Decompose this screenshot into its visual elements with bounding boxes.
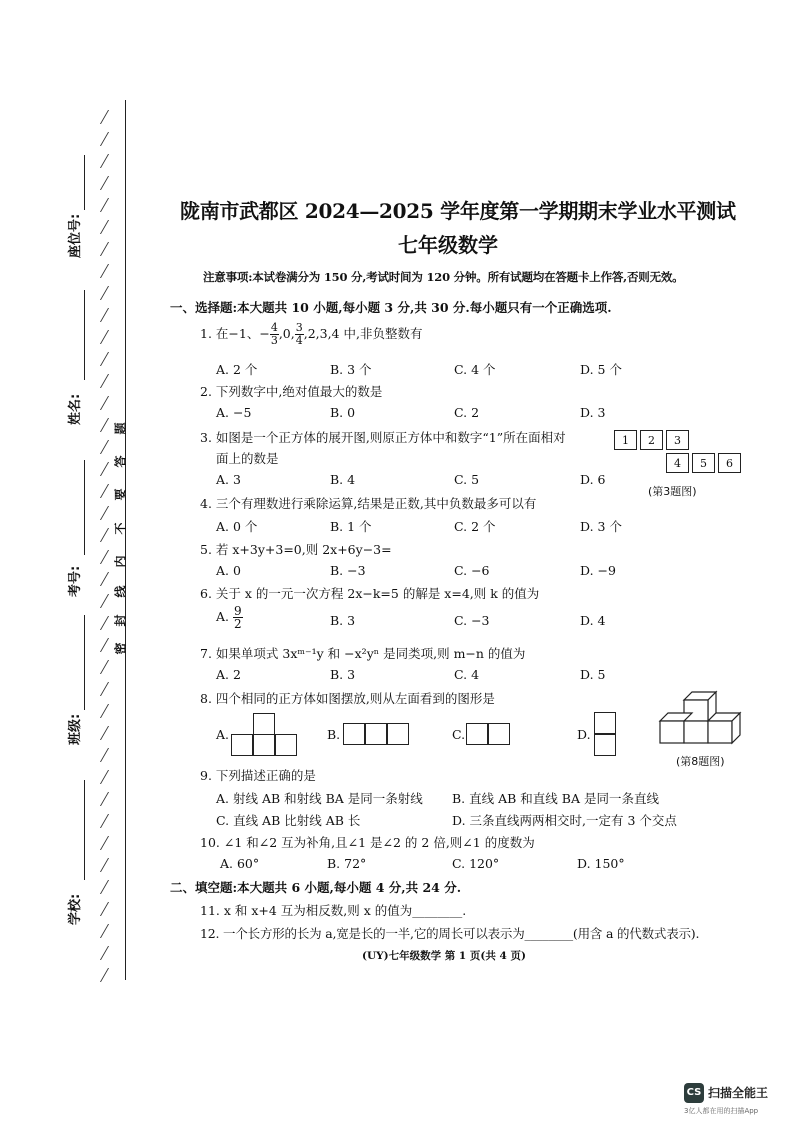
seal-char: 不 xyxy=(113,522,128,535)
q6-option-b: B. 3 xyxy=(330,613,356,628)
class-label: 班级: xyxy=(68,713,83,745)
q5-option-a: A. 0 xyxy=(216,563,241,578)
question-11: 11. x 和 x+4 互为相反数,则 x 的值为________. xyxy=(200,903,467,918)
hatch-mark xyxy=(100,572,123,586)
q9-option-b: B. 直线 AB 和直线 BA 是同一条直线 xyxy=(452,791,659,806)
q10-option-d: D. 150° xyxy=(577,856,625,871)
hatch-mark xyxy=(100,176,123,190)
page-footer: (UY)七年级数学 第 1 页(共 4 页) xyxy=(362,950,526,962)
seal-char: 题 xyxy=(113,422,128,435)
seal-char: 封 xyxy=(113,614,128,627)
net-cell: 6 xyxy=(718,453,741,473)
question-4: 4. 三个有理数进行乘除运算,结果是正数,其中负数最多可以有 xyxy=(200,496,537,511)
name-label: 姓名: xyxy=(68,393,83,425)
school-blank xyxy=(84,780,85,880)
seal-char: 要 xyxy=(113,488,128,501)
question-2: 2. 下列数字中,绝对值最大的数是 xyxy=(200,384,383,399)
hatch-mark xyxy=(100,792,123,806)
q3-figure-caption: (第3题图) xyxy=(648,485,697,498)
q2-option-c: C. 2 xyxy=(454,405,480,420)
hatch-mark xyxy=(100,748,123,762)
q1-option-b: B. 3 个 xyxy=(330,362,372,377)
seal-border-line xyxy=(125,100,126,980)
hatch-mark xyxy=(100,682,123,696)
q8-option-d: D. xyxy=(577,727,591,742)
q5-option-d: D. −9 xyxy=(580,563,616,578)
hatch-mark xyxy=(100,968,123,982)
camscanner-logo-icon: CS xyxy=(684,1083,704,1103)
q3-option-b: B. 4 xyxy=(330,472,356,487)
hatch-mark xyxy=(100,660,123,674)
question-1: 1. 在−1、− $\frac{4}{3}$ ,0, $\frac{3}{4}$ ,2,3,4 中,非负整数有 xyxy=(200,321,423,347)
q4-option-b: B. 1 个 xyxy=(330,519,372,534)
seat-label: 座位号: xyxy=(68,213,83,258)
question-9: 9. 下列描述正确的是 xyxy=(200,768,316,783)
hatch-mark xyxy=(100,242,123,256)
q8-option-b: B. xyxy=(327,727,341,742)
hatch-mark xyxy=(100,374,123,388)
q2-option-b: B. 0 xyxy=(330,405,356,420)
q9-option-d: D. 三条直线两两相交时,一定有 3 个交点 xyxy=(452,813,677,828)
net-cell: 2 xyxy=(640,430,663,450)
seat-blank xyxy=(84,155,85,210)
q10-option-c: C. 120° xyxy=(452,856,500,871)
exam-notice: 注意事项:本试卷满分为 150 分,考试时间为 120 分钟。所有试题均在答题卡上作答,否则无效。 xyxy=(203,270,684,284)
q4-option-c: C. 2 个 xyxy=(454,519,496,534)
hatch-mark xyxy=(100,880,123,894)
q7-option-d: D. 5 xyxy=(580,667,606,682)
hatch-mark xyxy=(100,924,123,938)
seal-char: 内 xyxy=(113,555,128,568)
school-label: 学校: xyxy=(68,893,83,925)
q1-option-c: C. 4 个 xyxy=(454,362,496,377)
hatch-mark xyxy=(100,352,123,366)
question-3-line-2: 面上的数是 xyxy=(216,451,279,466)
q5-option-c: C. −6 xyxy=(454,563,490,578)
section-1-heading: 一、选择题:本大题共 10 小题,每小题 3 分,共 30 分.每小题只有一个正确选项. xyxy=(170,300,612,315)
hatch-mark xyxy=(100,814,123,828)
q5-option-b: B. −3 xyxy=(330,563,366,578)
q8-figure-caption: (第8题图) xyxy=(676,755,725,768)
q3-option-c: C. 5 xyxy=(454,472,480,487)
hatch-mark xyxy=(100,726,123,740)
q7-option-a: A. 2 xyxy=(216,667,241,682)
q6-option-c: C. −3 xyxy=(454,613,490,628)
q7-option-c: C. 4 xyxy=(454,667,480,682)
watermark-tagline: 3亿人都在用的扫描App xyxy=(684,1107,759,1115)
exam-no-label: 考号: xyxy=(68,565,83,597)
q3-option-a: A. 3 xyxy=(216,472,241,487)
q9-option-c: C. 直线 AB 比射线 AB 长 xyxy=(216,813,361,828)
hatch-mark xyxy=(100,220,123,234)
q2-option-a: A. −5 xyxy=(216,405,252,420)
fraction: $\frac{3}{4}$ xyxy=(295,321,303,347)
hatch-mark xyxy=(100,110,123,124)
question-8: 8. 四个相同的正方体如图摆放,则从左面看到的图形是 xyxy=(200,691,495,706)
question-3-line-1: 3. 如图是一个正方体的展开图,则原正方体中和数字“1”所在面相对 xyxy=(200,430,566,445)
hatch-mark xyxy=(100,836,123,850)
fraction: $\frac{9}{2}$ xyxy=(234,604,242,631)
q9-option-a: A. 射线 AB 和射线 BA 是同一条射线 xyxy=(216,791,423,806)
q10-option-b: B. 72° xyxy=(327,856,367,871)
exam-title: 陇南市武都区 2024—2025 学年度第一学期期末学业水平测试 xyxy=(180,199,736,223)
hatch-mark xyxy=(100,440,123,454)
fraction: $\frac{4}{3}$ xyxy=(270,321,278,347)
hatch-mark xyxy=(100,286,123,300)
hatch-mark xyxy=(100,704,123,718)
question-10: 10. ∠1 和∠2 互为补角,且∠1 是∠2 的 2 倍,则∠1 的度数为 xyxy=(200,835,535,850)
question-5: 5. 若 x+3y+3=0,则 2x+6y−3= xyxy=(200,542,392,557)
q7-option-b: B. 3 xyxy=(330,667,356,682)
net-cell: 1 xyxy=(614,430,637,450)
hatch-mark xyxy=(100,154,123,168)
hatch-mark xyxy=(100,264,123,278)
hatch-mark xyxy=(100,308,123,322)
hatch-mark xyxy=(100,198,123,212)
hatch-mark xyxy=(100,858,123,872)
watermark-app-name: 扫描全能王 xyxy=(708,1086,769,1100)
hatch-mark xyxy=(100,902,123,916)
class-blank xyxy=(84,615,85,710)
hatch-mark xyxy=(100,946,123,960)
question-7: 7. 如果单项式 3xᵐ⁻¹y 和 −x²yⁿ 是同类项,则 m−n 的值为 xyxy=(200,646,526,661)
q1-option-a: A. 2 个 xyxy=(216,362,258,377)
seal-char: 线 xyxy=(113,585,128,598)
hatch-mark xyxy=(100,396,123,410)
net-cell: 5 xyxy=(692,453,715,473)
question-6: 6. 关于 x 的一元一次方程 2x−k=5 的解是 x=4,则 k 的值为 xyxy=(200,586,540,601)
net-cell: 3 xyxy=(666,430,689,450)
section-2-heading: 二、填空题:本大题共 6 小题,每小题 4 分,共 24 分. xyxy=(170,880,462,895)
q4-option-d: D. 3 个 xyxy=(580,519,622,534)
q10-option-a: A. 60° xyxy=(220,856,260,871)
q8-option-a: A. xyxy=(216,727,230,742)
exam-no-blank xyxy=(84,460,85,555)
hatch-mark xyxy=(100,132,123,146)
exam-subtitle: 七年级数学 xyxy=(398,233,498,257)
q1-option-d: D. 5 个 xyxy=(580,362,622,377)
name-blank xyxy=(84,290,85,380)
hatch-mark xyxy=(100,770,123,784)
q3-option-d: D. 6 xyxy=(580,472,606,487)
stacked-cubes-drawing xyxy=(656,688,746,748)
q6-option-d: D. 4 xyxy=(580,613,606,628)
net-cell: 4 xyxy=(666,453,689,473)
q6-option-a: A. $\frac{9}{2}$ xyxy=(216,604,242,631)
seal-char: 密 xyxy=(113,642,128,655)
hatch-mark xyxy=(100,506,123,520)
hatch-mark xyxy=(100,330,123,344)
q4-option-a: A. 0 个 xyxy=(216,519,258,534)
q8-option-c: C. xyxy=(452,727,466,742)
q2-option-d: D. 3 xyxy=(580,405,606,420)
question-12: 12. 一个长方形的长为 a,宽是长的一半,它的周长可以表示为________(用含 a 的代数式表示). xyxy=(200,926,700,941)
seal-char: 答 xyxy=(113,455,128,468)
